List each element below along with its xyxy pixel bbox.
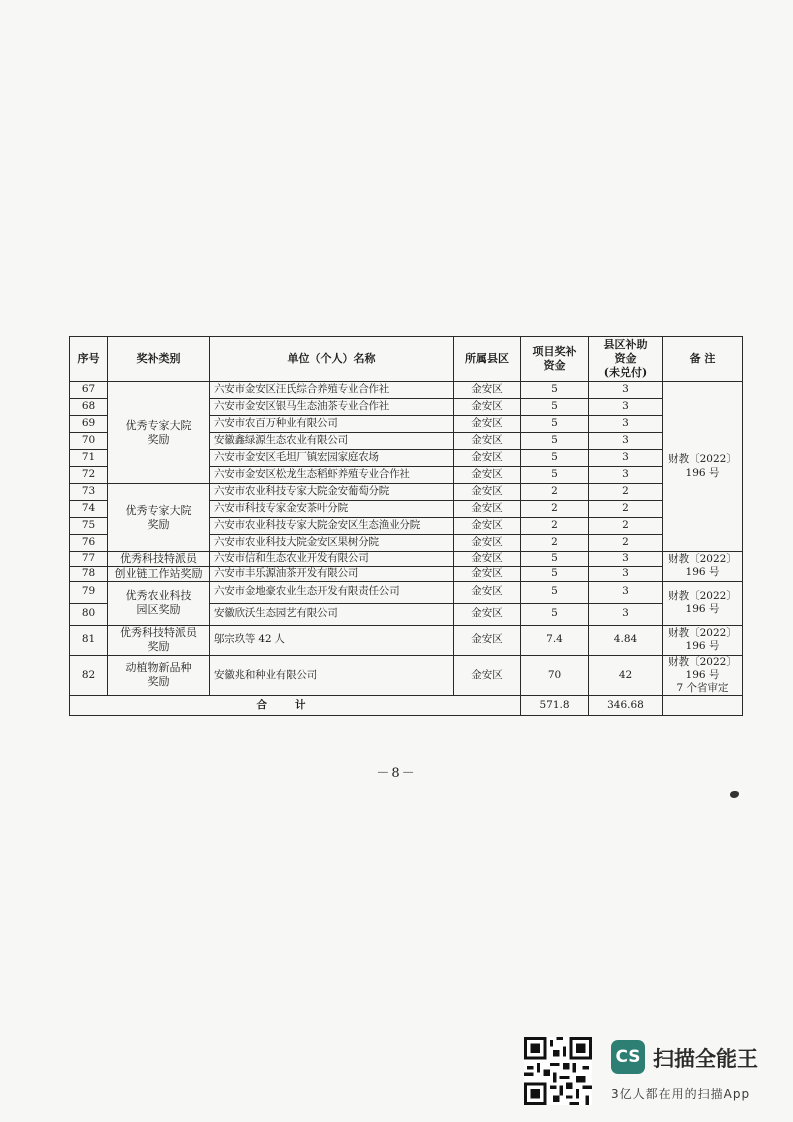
category-cell: 优秀科技特派员 奖励 xyxy=(108,625,210,655)
row-county: 金安区 xyxy=(454,625,521,655)
row-county: 金安区 xyxy=(454,433,521,450)
row-unit: 六安市农业科技大院金安区果树分院 xyxy=(210,535,454,552)
row-county-fund: 3 xyxy=(589,603,663,625)
row-county-fund: 3 xyxy=(589,552,663,567)
row-county-fund: 42 xyxy=(589,655,663,695)
row-seq: 73 xyxy=(70,484,108,501)
row-county-fund: 3 xyxy=(589,467,663,484)
row-unit: 六安市信和生态农业开发有限公司 xyxy=(210,552,454,567)
row-unit: 安徽鑫绿源生态农业有限公司 xyxy=(210,433,454,450)
awards-table xyxy=(69,336,743,716)
row-seq: 70 xyxy=(70,433,108,450)
row-unit: 安徽欣沃生态园艺有限公司 xyxy=(210,603,454,625)
page-number: －8－ xyxy=(376,766,417,781)
row-project-fund: 5 xyxy=(521,566,589,581)
header-seq: 序号 xyxy=(70,337,108,382)
row-county-fund: 4.84 xyxy=(589,625,663,655)
row-project-fund: 70 xyxy=(521,655,589,695)
row-seq: 76 xyxy=(70,535,108,552)
row-county-fund: 2 xyxy=(589,535,663,552)
row-seq: 82 xyxy=(70,655,108,695)
header-project-fund: 项目奖补 资金 xyxy=(521,337,589,382)
row-county: 金安区 xyxy=(454,581,521,603)
row-seq: 71 xyxy=(70,450,108,467)
row-county: 金安区 xyxy=(454,535,521,552)
row-project-fund: 2 xyxy=(521,484,589,501)
brand-tagline: 3亿人都在用的扫描App xyxy=(611,1087,751,1101)
row-county-fund: 2 xyxy=(589,501,663,518)
header-county: 所属县区 xyxy=(454,337,521,382)
total-label: 合计 xyxy=(70,695,521,715)
row-county-fund: 3 xyxy=(589,399,663,416)
category-cell: 优秀专家大院 奖励 xyxy=(108,484,210,552)
row-county: 金安区 xyxy=(454,655,521,695)
row-project-fund: 5 xyxy=(521,581,589,603)
row-unit: 六安市金安区汪氏综合养殖专业合作社 xyxy=(210,382,454,399)
category-cell: 创业链工作站奖励 xyxy=(108,566,210,581)
qr-code-icon xyxy=(524,1037,592,1105)
row-county: 金安区 xyxy=(454,399,521,416)
row-unit: 六安市丰乐源油茶开发有限公司 xyxy=(210,566,454,581)
brand-name: 扫描全能王 xyxy=(653,1047,758,1071)
table-header-row xyxy=(70,337,743,382)
row-seq: 68 xyxy=(70,399,108,416)
table-row xyxy=(70,382,743,399)
note-cell: 财教〔2022〕 196 号 xyxy=(663,552,743,582)
row-unit: 六安市科技专家金安茶叶分院 xyxy=(210,501,454,518)
row-project-fund: 5 xyxy=(521,399,589,416)
row-project-fund: 5 xyxy=(521,450,589,467)
total-row xyxy=(70,695,743,715)
row-unit: 六安市农业科技专家大院金安葡萄分院 xyxy=(210,484,454,501)
total-project-fund: 571.8 xyxy=(521,695,589,715)
note-cell: 财教〔2022〕 196 号 xyxy=(663,581,743,625)
row-county-fund: 3 xyxy=(589,382,663,399)
category-cell: 优秀农业科技 园区奖励 xyxy=(108,581,210,625)
row-project-fund: 5 xyxy=(521,433,589,450)
total-note xyxy=(663,695,743,715)
row-county-fund: 3 xyxy=(589,416,663,433)
table-row xyxy=(70,484,743,501)
row-county-fund: 2 xyxy=(589,518,663,535)
row-county: 金安区 xyxy=(454,603,521,625)
row-county: 金安区 xyxy=(454,566,521,581)
row-county-fund: 3 xyxy=(589,566,663,581)
table-row xyxy=(70,552,743,567)
row-county: 金安区 xyxy=(454,552,521,567)
row-county-fund: 2 xyxy=(589,484,663,501)
row-project-fund: 5 xyxy=(521,382,589,399)
table-row xyxy=(70,566,743,581)
row-project-fund: 5 xyxy=(521,552,589,567)
row-project-fund: 2 xyxy=(521,535,589,552)
row-unit: 六安市金安区毛坦厂镇宏园家庭农场 xyxy=(210,450,454,467)
total-county-fund: 346.68 xyxy=(589,695,663,715)
row-county-fund: 3 xyxy=(589,450,663,467)
header-unit: 单位（个人）名称 xyxy=(210,337,454,382)
row-unit: 六安市金安区松龙生态稻虾养殖专业合作社 xyxy=(210,467,454,484)
header-category: 奖补类别 xyxy=(108,337,210,382)
row-seq: 78 xyxy=(70,566,108,581)
row-county-fund: 3 xyxy=(589,581,663,603)
row-unit: 六安市农百万种业有限公司 xyxy=(210,416,454,433)
note-cell: 财教〔2022〕 196 号 xyxy=(663,625,743,655)
category-cell: 动植物新品种 奖励 xyxy=(108,655,210,695)
row-seq: 77 xyxy=(70,552,108,567)
row-seq: 74 xyxy=(70,501,108,518)
row-county: 金安区 xyxy=(454,501,521,518)
header-county-fund: 县区补助 资金 (未兑付) xyxy=(589,337,663,382)
ink-smudge xyxy=(730,791,739,798)
row-county: 金安区 xyxy=(454,518,521,535)
row-project-fund: 2 xyxy=(521,501,589,518)
header-note: 备 注 xyxy=(663,337,743,382)
row-project-fund: 2 xyxy=(521,518,589,535)
row-seq: 72 xyxy=(70,467,108,484)
row-unit: 六安市农业科技专家大院金安区生态渔业分院 xyxy=(210,518,454,535)
table-row xyxy=(70,655,743,695)
row-seq: 80 xyxy=(70,603,108,625)
camscanner-logo: CS xyxy=(611,1040,645,1074)
note-cell: 财教〔2022〕 196 号 xyxy=(663,382,743,552)
row-county: 金安区 xyxy=(454,450,521,467)
row-project-fund: 5 xyxy=(521,603,589,625)
row-unit: 六安市金安区银马生态油茶专业合作社 xyxy=(210,399,454,416)
row-seq: 79 xyxy=(70,581,108,603)
row-project-fund: 7.4 xyxy=(521,625,589,655)
row-county: 金安区 xyxy=(454,467,521,484)
row-seq: 81 xyxy=(70,625,108,655)
row-seq: 75 xyxy=(70,518,108,535)
note-cell: 财教〔2022〕 196 号 7 个省审定 xyxy=(663,655,743,695)
row-county: 金安区 xyxy=(454,416,521,433)
row-seq: 67 xyxy=(70,382,108,399)
table-row xyxy=(70,581,743,603)
row-county: 金安区 xyxy=(454,382,521,399)
row-seq: 69 xyxy=(70,416,108,433)
row-unit: 邬宗玖等 42 人 xyxy=(210,625,454,655)
row-unit: 安徽兆和种业有限公司 xyxy=(210,655,454,695)
category-cell: 优秀专家大院 奖励 xyxy=(108,382,210,484)
category-cell: 优秀科技特派员 xyxy=(108,552,210,567)
table-row xyxy=(70,625,743,655)
row-county-fund: 3 xyxy=(589,433,663,450)
row-project-fund: 5 xyxy=(521,467,589,484)
row-project-fund: 5 xyxy=(521,416,589,433)
row-county: 金安区 xyxy=(454,484,521,501)
row-unit: 六安市金地豪农业生态开发有限责任公司 xyxy=(210,581,454,603)
